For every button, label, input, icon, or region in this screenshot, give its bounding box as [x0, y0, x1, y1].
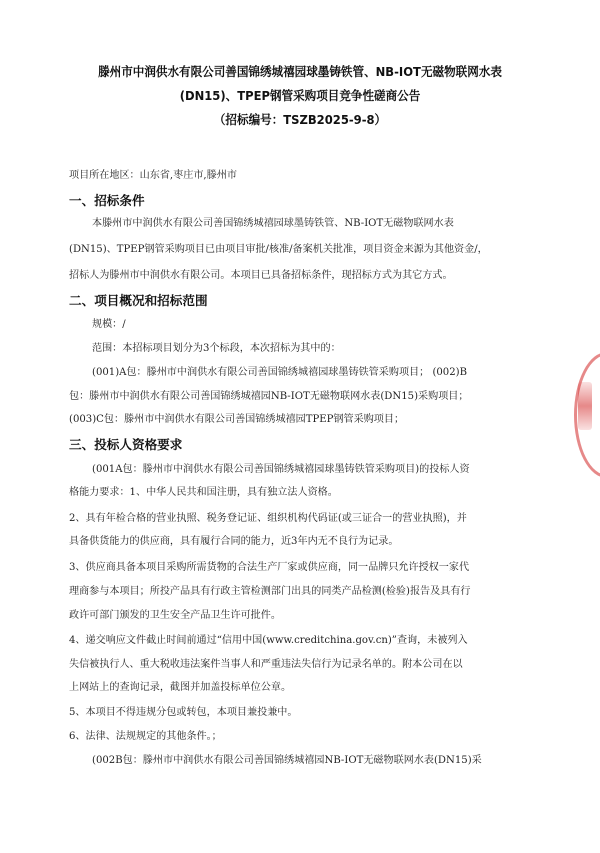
section3-line: 政许可部门颁发的卫生安全产品卫生许可批件。 [69, 610, 281, 621]
section1-line: (DN15)、TPEP钢管采购项目已由项目审批/核准/备案机关批准，项目资金来源为其他资金/， [69, 244, 488, 255]
section2-line: (003)C包：滕州市中润供水有限公司善国锦绣城禧园TPEP钢管采购项目； [69, 414, 405, 425]
section3-line: 3、供应商具备本项目采购所需货物的合法生产厂家或供应商，同一品牌只允许授权一家代 [69, 562, 470, 573]
doc-title-line-1: 滕州市中润供水有限公司善国锦绣城禧园球墨铸铁管、NB-IOT无磁物联网水表 [98, 64, 502, 79]
section3-line: 失信被执行人、重大税收违法案件当事人和严重违法失信行为记录名单的。附本公司在以 [69, 659, 463, 670]
section3-line: 5、本项目不得违规分包或转包，本项目兼投兼中。 [69, 707, 298, 718]
section2-line: (001)A包：滕州市中润供水有限公司善国锦绣城禧园球墨铸铁管采购项目； (002)B [92, 367, 468, 378]
section2-line: 包：滕州市中润供水有限公司善国锦绣城禧园NB-IOT无磁物联网水表(DN15)采购项目； [69, 391, 469, 402]
project-location: 项目所在地区：山东省,枣庄市,滕州市 [69, 170, 237, 181]
section3-line: 格能力要求：1、中华人民共和国注册，具有独立法人资格。 [69, 487, 338, 498]
section3-line: 理商参与本项目；所投产品具有行政主管检测部门出具的同类产品检测(检验)报告及具有行 [69, 586, 471, 597]
section3-line: 2、具有年检合格的营业执照、税务登记证、组织机构代码证(或三证合一的营业执照)，并 [69, 513, 467, 524]
section1-line: 招标人为滕州市中润供水有限公司。本项目已具备招标条件，现招标方式为其它方式。 [69, 270, 453, 281]
section2-line: 范围：本招标项目划分为3个标段，本次招标为其中的： [92, 343, 341, 354]
doc-title-line-2: (DN15)、TPEP钢管采购项目竞争性磋商公告 [179, 88, 421, 103]
section3-line: (002B包：滕州市中润供水有限公司善国锦绣城禧园NB-IOT无磁物联网水表(DN15)采 [92, 755, 482, 766]
section1-heading: 一、招标条件 [69, 193, 145, 208]
doc-title-line-3: （招标编号：TSZB2025-9-8） [213, 112, 387, 127]
section3-line: 具备供货能力的供应商，具有履行合同的能力，近3年内无不良行为记录。 [69, 536, 399, 547]
section2-line: 规模：/ [92, 319, 126, 330]
section3-line: 4、递交响应文件截止时间前通过“信用中国(www.creditchina.gov.cn)”查询，未被列入 [69, 635, 468, 646]
red-seal-mark [578, 382, 592, 430]
section2-heading: 二、项目概况和招标范围 [69, 293, 208, 308]
section3-line: 上网站上的查询记录，截图并加盖投标单位公章。 [69, 682, 292, 693]
section3-heading: 三、投标人资格要求 [69, 437, 183, 452]
section3-line: (001A包：滕州市中润供水有限公司善国锦绣城禧园球墨铸铁管采购项目)的投标人资 [92, 464, 470, 475]
section3-line: 6、法律、法规规定的其他条件。； [69, 731, 222, 742]
section1-line: 本滕州市中润供水有限公司善国锦绣城禧园球墨铸铁管、NB-IOT无磁物联网水表 [92, 218, 454, 229]
